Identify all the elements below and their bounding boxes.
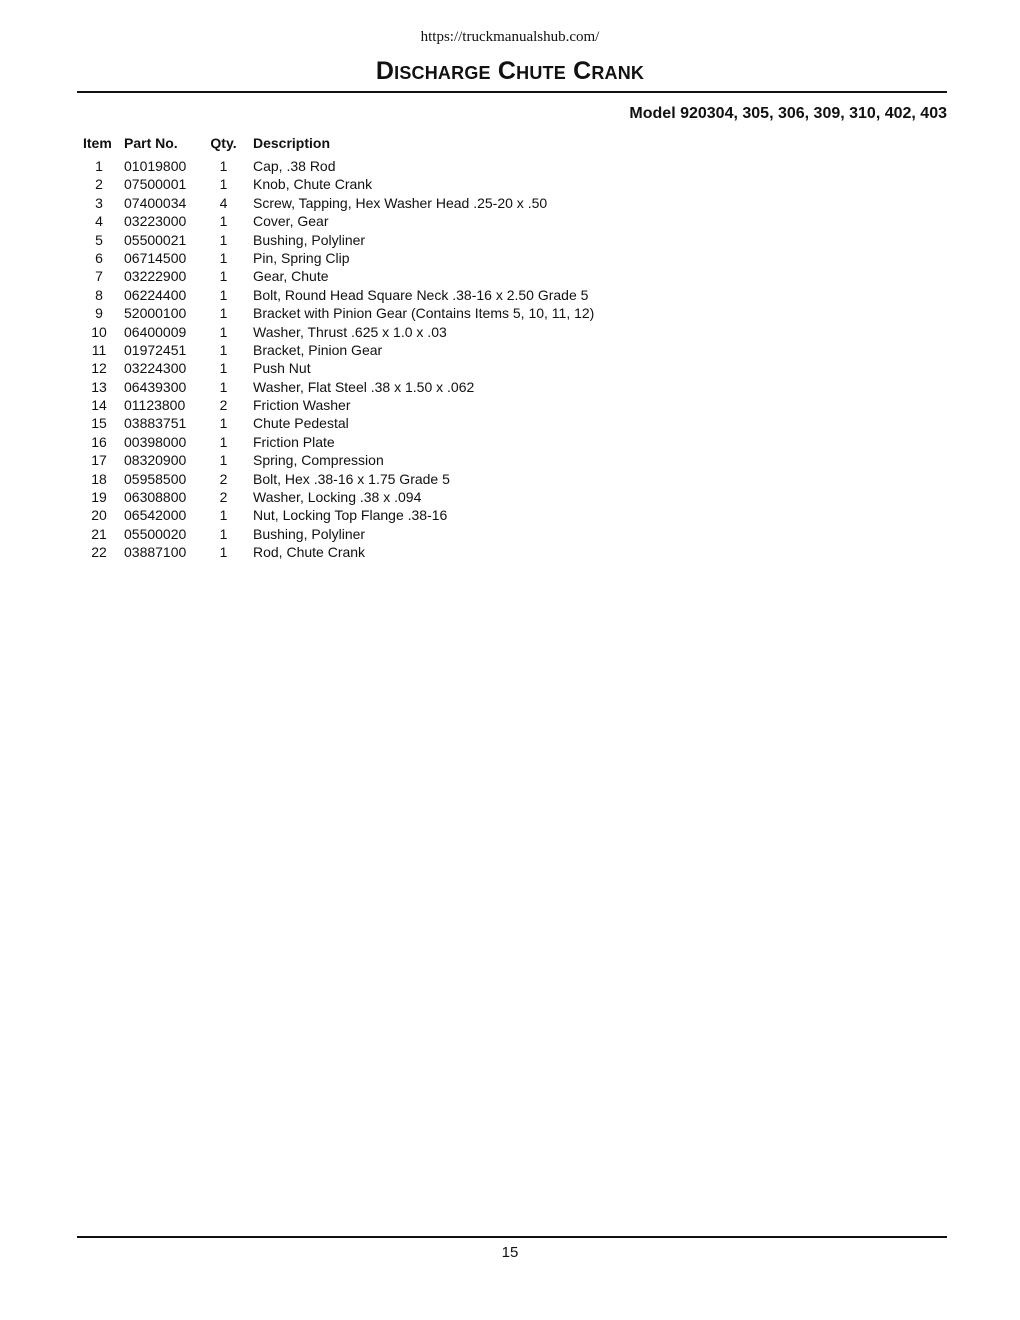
quantity: 1 bbox=[219, 213, 228, 230]
description: Bolt, Hex .38-16 x 1.75 Grade 5 bbox=[253, 470, 450, 487]
description: Push Nut bbox=[253, 360, 311, 377]
description: Washer, Thrust .625 x 1.0 x .03 bbox=[253, 323, 447, 340]
description: Cap, .38 Rod bbox=[253, 158, 336, 174]
description: Chute Pedestal bbox=[253, 415, 349, 432]
part-number: 06439300 bbox=[124, 378, 187, 395]
item-number: 12 bbox=[91, 360, 107, 377]
quantity: 1 bbox=[219, 433, 228, 450]
table-row bbox=[80, 194, 594, 212]
part-number: 03222900 bbox=[124, 268, 187, 285]
table-row bbox=[80, 304, 594, 322]
quantity: 1 bbox=[219, 525, 228, 542]
table-row bbox=[80, 506, 594, 524]
item-number: 19 bbox=[91, 489, 107, 506]
quantity: 1 bbox=[219, 231, 228, 248]
part-number: 05500020 bbox=[124, 525, 187, 542]
table-row bbox=[80, 157, 594, 175]
quantity: 1 bbox=[219, 249, 228, 266]
page-number: 15 bbox=[501, 1244, 519, 1261]
description: Spring, Compression bbox=[253, 452, 384, 469]
table-row bbox=[80, 359, 594, 377]
table-header-row bbox=[80, 134, 594, 154]
part-number: 06542000 bbox=[124, 507, 187, 524]
description: Bushing, Polyliner bbox=[253, 231, 366, 248]
column-header-item: Item bbox=[83, 135, 112, 151]
part-number: 03223000 bbox=[124, 213, 187, 230]
part-number: 06400009 bbox=[124, 323, 187, 340]
table-row bbox=[80, 543, 594, 561]
source-url[interactable]: https://truckmanualshub.com/ bbox=[420, 29, 600, 45]
item-number: 22 bbox=[91, 544, 107, 561]
part-number: 03887100 bbox=[124, 544, 187, 561]
item-number: 1 bbox=[95, 158, 103, 174]
quantity: 1 bbox=[219, 415, 228, 432]
part-number: 52000100 bbox=[124, 305, 187, 322]
quantity: 1 bbox=[219, 507, 228, 524]
part-number: 00398000 bbox=[124, 433, 187, 450]
column-header-qty: Qty. bbox=[210, 135, 237, 151]
footer-divider bbox=[77, 1236, 947, 1238]
table-row bbox=[80, 286, 594, 304]
item-number: 15 bbox=[91, 415, 107, 432]
column-header-part-no: Part No. bbox=[124, 135, 178, 151]
item-number: 7 bbox=[95, 268, 103, 285]
quantity: 4 bbox=[219, 194, 228, 211]
table-row bbox=[80, 323, 594, 341]
description: Bushing, Polyliner bbox=[253, 525, 366, 542]
quantity: 1 bbox=[219, 452, 228, 469]
description: Nut, Locking Top Flange .38-16 bbox=[253, 507, 448, 524]
table-row bbox=[80, 470, 594, 488]
part-number: 07500001 bbox=[124, 176, 187, 193]
description: Screw, Tapping, Hex Washer Head .25-20 x .50 bbox=[253, 194, 548, 211]
description: Cover, Gear bbox=[253, 213, 329, 230]
quantity: 1 bbox=[219, 360, 228, 377]
item-number: 17 bbox=[91, 452, 107, 469]
table-row bbox=[80, 341, 594, 359]
quantity: 1 bbox=[219, 268, 228, 285]
description: Friction Plate bbox=[253, 433, 335, 450]
parts-table bbox=[80, 134, 594, 562]
table-row bbox=[80, 488, 594, 506]
description: Knob, Chute Crank bbox=[253, 176, 373, 193]
description: Bracket with Pinion Gear (Contains Items 5, 10, 11, 12) bbox=[253, 305, 595, 322]
quantity: 2 bbox=[219, 489, 228, 506]
item-number: 18 bbox=[91, 470, 107, 487]
quantity: 1 bbox=[219, 176, 228, 193]
item-number: 3 bbox=[95, 194, 103, 211]
quantity: 1 bbox=[219, 378, 228, 395]
table-row bbox=[80, 212, 594, 230]
part-number: 05500021 bbox=[124, 231, 187, 248]
item-number: 14 bbox=[91, 397, 107, 414]
table-row bbox=[80, 175, 594, 193]
item-number: 10 bbox=[91, 323, 107, 340]
item-number: 8 bbox=[95, 286, 103, 303]
table-row bbox=[80, 414, 594, 432]
part-number: 05958500 bbox=[124, 470, 187, 487]
quantity: 1 bbox=[219, 158, 228, 174]
quantity: 1 bbox=[219, 286, 228, 303]
column-header-description: Description bbox=[253, 135, 331, 151]
description: Bolt, Round Head Square Neck .38-16 x 2.50 Grade 5 bbox=[253, 286, 589, 303]
quantity: 2 bbox=[219, 397, 228, 414]
model-numbers: Model 920304, 305, 306, 309, 310, 402, 403 bbox=[629, 105, 947, 122]
quantity: 1 bbox=[219, 544, 228, 561]
part-number: 06308800 bbox=[124, 489, 187, 506]
table-row bbox=[80, 231, 594, 249]
part-number: 03883751 bbox=[124, 415, 187, 432]
description: Rod, Chute Crank bbox=[253, 544, 366, 561]
table-row bbox=[80, 249, 594, 267]
page-title: Discharge Chute Crank bbox=[375, 57, 645, 85]
description: Friction Washer bbox=[253, 397, 351, 414]
description: Pin, Spring Clip bbox=[253, 249, 350, 266]
quantity: 1 bbox=[219, 341, 228, 358]
item-number: 6 bbox=[95, 249, 103, 266]
table-row bbox=[80, 396, 594, 414]
description: Gear, Chute bbox=[253, 268, 329, 285]
item-number: 5 bbox=[95, 231, 103, 248]
table-body bbox=[80, 157, 594, 562]
description: Washer, Locking .38 x .094 bbox=[253, 489, 422, 506]
item-number: 21 bbox=[91, 525, 107, 542]
item-number: 20 bbox=[91, 507, 107, 524]
part-number: 08320900 bbox=[124, 452, 187, 469]
quantity: 1 bbox=[219, 305, 228, 322]
part-number: 06714500 bbox=[124, 249, 187, 266]
table-row bbox=[80, 378, 594, 396]
header-divider bbox=[77, 91, 947, 93]
table-row bbox=[80, 267, 594, 285]
quantity: 2 bbox=[219, 470, 228, 487]
part-number: 01972451 bbox=[124, 341, 187, 358]
part-number: 07400034 bbox=[124, 194, 187, 211]
item-number: 16 bbox=[91, 433, 107, 450]
item-number: 13 bbox=[91, 378, 107, 395]
quantity: 1 bbox=[219, 323, 228, 340]
description: Bracket, Pinion Gear bbox=[253, 341, 383, 358]
item-number: 9 bbox=[95, 305, 103, 322]
table-row bbox=[80, 451, 594, 469]
part-number: 03224300 bbox=[124, 360, 187, 377]
part-number: 01123800 bbox=[124, 397, 186, 414]
part-number: 06224400 bbox=[124, 286, 187, 303]
part-number: 01019800 bbox=[124, 158, 187, 174]
table-row bbox=[80, 433, 594, 451]
description: Washer, Flat Steel .38 x 1.50 x .062 bbox=[253, 378, 475, 395]
item-number: 2 bbox=[95, 176, 103, 193]
item-number: 11 bbox=[91, 341, 107, 358]
item-number: 4 bbox=[95, 213, 103, 230]
table-row bbox=[80, 525, 594, 543]
